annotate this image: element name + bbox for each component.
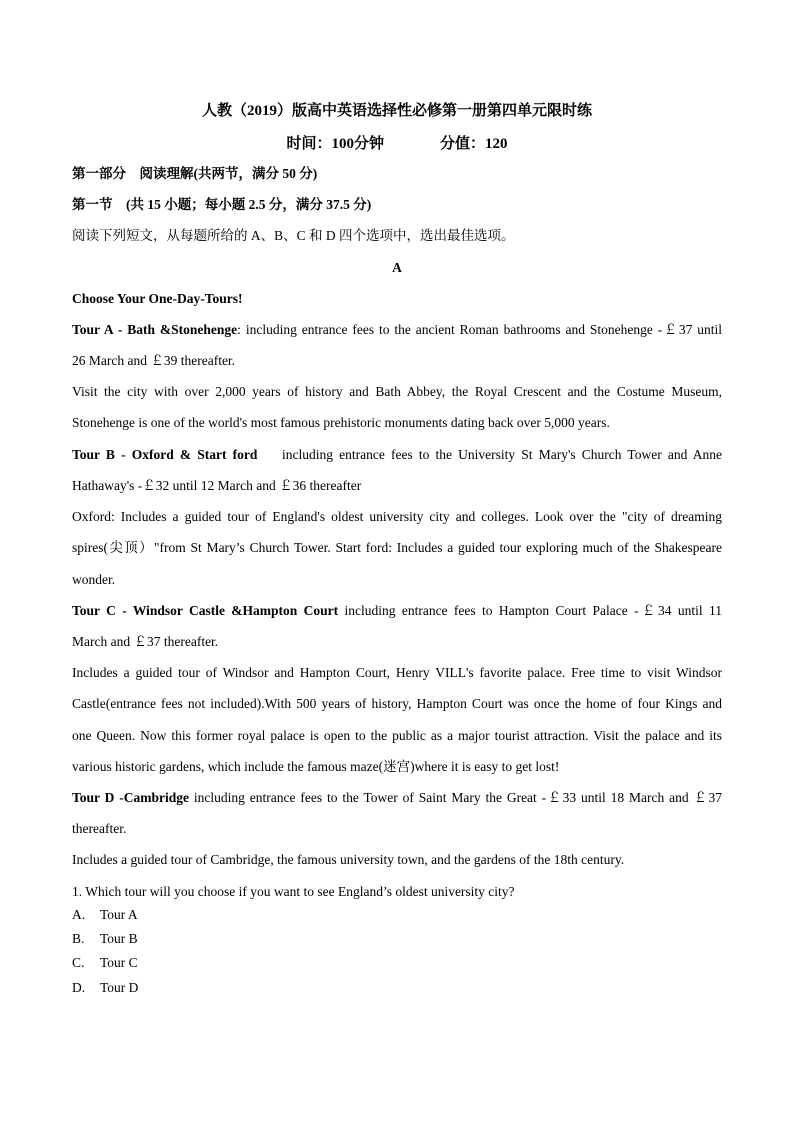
part-heading: 第一部分 阅读理解(共两节，满分 50 分) xyxy=(72,166,318,181)
option-text: Tour B xyxy=(100,931,138,946)
tour-a-heading xyxy=(72,320,722,340)
question-1-stem: 1. Which tour will you choose if you want to see England’s oldest university city? xyxy=(72,884,515,899)
question-1-option-a xyxy=(72,905,138,925)
tour-a-fees-cont: 26 March and ￡39 thereafter. xyxy=(72,353,236,368)
tour-a-fees: : including entrance fees to the ancient Roman bathrooms and Stonehenge -￡37 until xyxy=(237,322,722,337)
instructions: 阅读下列短文，从每题所给的 A、B、C 和 D 四个选项中，选出最佳选项。 xyxy=(72,228,515,243)
tour-b-desc-3: wonder. xyxy=(72,572,116,587)
tour-c-desc-2: Castle(entrance fees not included).With 500 years of history, Hampton Court was once the home of four Kings and xyxy=(72,696,722,711)
tour-c-name: Tour C - Windsor Castle &Hampton Court xyxy=(72,603,339,618)
section-heading: 第一节 (共 15 小题；每小题 2.5 分，满分 37.5 分) xyxy=(72,197,372,212)
question-1-option-d xyxy=(72,978,138,998)
option-letter: A. xyxy=(72,907,86,922)
question-1-option-c xyxy=(72,953,138,973)
tour-c-desc-3: one Queen. Now this former royal palace is open to the public as a major tourist attraction. Visit the palace and its xyxy=(72,728,722,743)
tour-b-desc-2: spires(尖顶）"from St Mary’s Church Tower. Start ford: Includes a guided tour exploring much of the Shakespeare xyxy=(72,540,722,555)
tour-a-name: Tour A - Bath &Stonehenge xyxy=(72,322,238,337)
option-letter: D. xyxy=(72,980,86,995)
tour-c-fees: including entrance fees to Hampton Court Palace -￡34 until 11 xyxy=(338,603,722,618)
tour-b-heading xyxy=(72,445,722,465)
passage-title: Choose Your One-Day-Tours! xyxy=(72,291,243,306)
tour-d-name: Tour D -Cambridge xyxy=(72,790,190,805)
tour-b-name: Tour B - Oxford & Start ford xyxy=(72,447,258,462)
tour-d-fees: including entrance fees to the Tower of Saint Mary the Great -￡33 until 18 March and ￡37 xyxy=(189,790,722,805)
question-1-option-b xyxy=(72,929,138,949)
tour-c-fees-cont: March and ￡37 thereafter. xyxy=(72,634,219,649)
option-text: Tour C xyxy=(100,955,138,970)
tour-a-desc-2: Stonehenge is one of the world's most famous prehistoric monuments dating back over 5,000 years. xyxy=(72,415,610,430)
score-label: 分值：120 xyxy=(440,136,508,152)
option-letter: C. xyxy=(72,955,85,970)
tour-b-fees-cont: Hathaway's -￡32 until 12 March and ￡36 thereafter xyxy=(72,478,362,493)
option-letter: B. xyxy=(72,931,85,946)
option-text: Tour A xyxy=(100,907,138,922)
time-label: 时间：100分钟 xyxy=(286,136,384,152)
tour-b-fees: including entrance fees to the University St Mary's Church Tower and Anne xyxy=(257,447,723,462)
tour-d-heading xyxy=(72,788,722,808)
exam-meta xyxy=(72,133,722,155)
tour-c-desc-4: various historic gardens, which include the famous maze(迷宫)where it is easy to get lost! xyxy=(72,759,560,774)
tour-c-desc-1: Includes a guided tour of Windsor and Hampton Court, Henry VILL's favorite palace. Free time to visit Windsor xyxy=(72,665,722,680)
tour-d-fees-cont: thereafter. xyxy=(72,821,127,836)
tour-b-desc-1: Oxford: Includes a guided tour of England's oldest university city and colleges. Look over the "city of dreaming xyxy=(72,509,722,524)
tour-a-desc-1: Visit the city with over 2,000 years of history and Bath Abbey, the Royal Crescent and the Costume Museum, xyxy=(72,384,722,399)
tour-d-desc-1: Includes a guided tour of Cambridge, the famous university town, and the gardens of the 18th century. xyxy=(72,852,625,867)
tour-c-heading xyxy=(72,601,722,621)
passage-label: A xyxy=(392,260,402,275)
option-text: Tour D xyxy=(100,980,139,995)
page-title: 人教（2019）版高中英语选择性必修第一册第四单元限时练 xyxy=(201,103,592,119)
